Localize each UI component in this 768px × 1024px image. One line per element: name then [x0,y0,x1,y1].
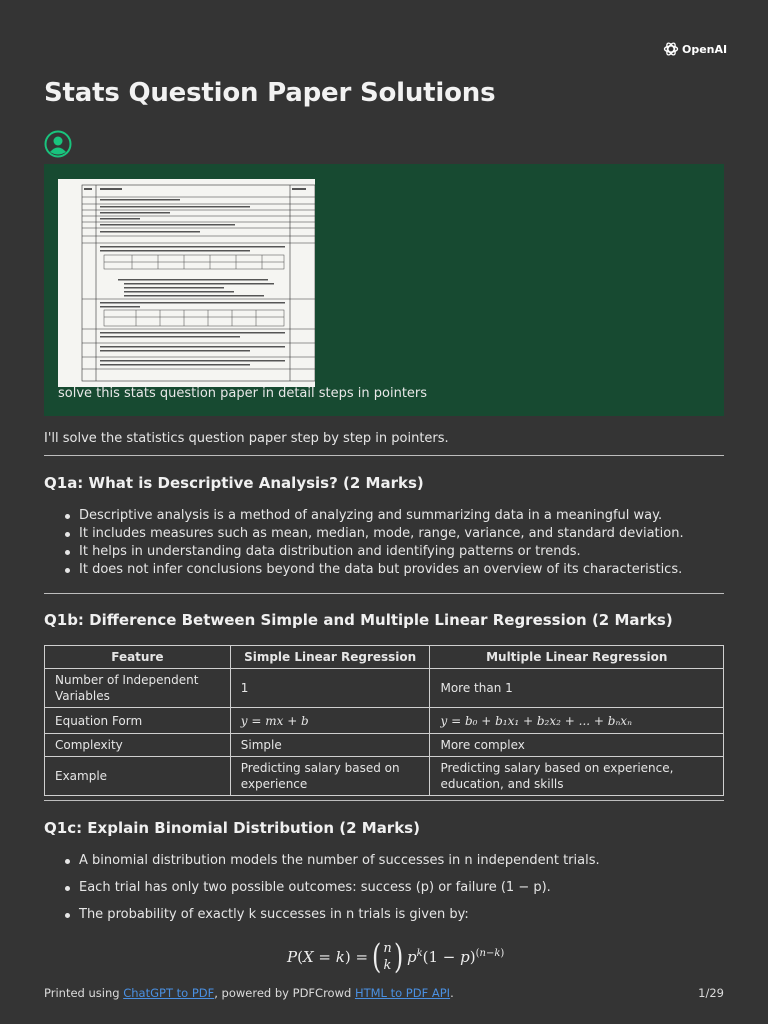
column-header: Feature [45,646,231,669]
footer-text: Printed using [44,986,120,1000]
question-paper-image[interactable] [58,179,315,387]
openai-logo-icon [663,41,679,57]
list-item: It helps in understanding data distribution and identifying patterns or trends. [62,543,724,561]
page-title: Stats Question Paper Solutions [44,78,496,108]
table-cell: 1 [230,669,430,708]
column-header: Simple Linear Regression [230,646,430,669]
table-cell: Complexity [45,734,231,757]
table-cell: y = b₀ + b₁x₁ + b₂x₂ + ... + bₙxₙ [430,708,724,734]
list-item: A binomial distribution models the number of successes in n independent trials. [62,852,724,879]
table-cell: y = mx + b [230,708,430,734]
divider [44,593,724,594]
q1c-list [62,852,724,933]
chatgpt-to-pdf-link[interactable]: ChatGPT to PDF [123,986,215,1000]
q1a-list [62,507,724,579]
table-cell: Example [45,757,231,796]
list-item: Each trial has only two possible outcomes: success (p) or failure (1 − p). [62,879,724,906]
user-message [44,164,724,416]
assistant-intro: I'll solve the statistics question paper step by step in pointers. [44,431,449,446]
table-header-row [45,646,724,669]
divider [44,800,724,801]
logo-text: OpenAI [682,42,728,56]
table-row [45,669,724,708]
table-cell: Predicting salary based on experience, education, and skills [430,757,724,796]
openai-logo [663,41,727,57]
table-cell: More complex [430,734,724,757]
table-row [45,708,724,734]
divider [44,455,724,456]
q1a-heading: Q1a: What is Descriptive Analysis? (2 Marks) [44,474,424,492]
list-item: It does not infer conclusions beyond the data but provides an overview of its characteristics. [62,561,724,579]
list-item: Descriptive analysis is a method of analyzing and summarizing data in a meaningful way. [62,507,724,525]
q1b-heading: Q1b: Difference Between Simple and Multiple Linear Regression (2 Marks) [44,611,673,629]
footer-text: . [450,986,454,1000]
print-footer [44,986,724,1000]
table-cell: Simple [230,734,430,757]
footer-text: , powered by PDFCrowd [214,986,352,1000]
table-row [45,734,724,757]
table-cell: Equation Form [45,708,231,734]
table-cell: Number of Independent Variables [45,669,231,708]
column-header: Multiple Linear Regression [430,646,724,669]
user-avatar-icon [44,130,72,158]
list-item: It includes measures such as mean, median, mode, range, variance, and standard deviation. [62,525,724,543]
table-cell: Predicting salary based on experience [230,757,430,796]
regression-comparison-table [44,645,724,796]
list-item: The probability of exactly k successes in n trials is given by: [62,906,724,933]
html-to-pdf-api-link[interactable]: HTML to PDF API [354,986,451,1000]
table-row [45,757,724,796]
table-cell: More than 1 [430,669,724,708]
binomial-coefficient: ( n k ) [372,937,403,977]
user-message-text: solve this stats question paper in detail steps in pointers [58,386,428,401]
q1c-heading: Q1c: Explain Binomial Distribution (2 Marks) [44,819,420,837]
binomial-formula: P(X = k) = ( n k ) $p^k(1 - p)^{(n-k)}$ [287,937,505,977]
page-number: 1/29 [698,986,724,1000]
